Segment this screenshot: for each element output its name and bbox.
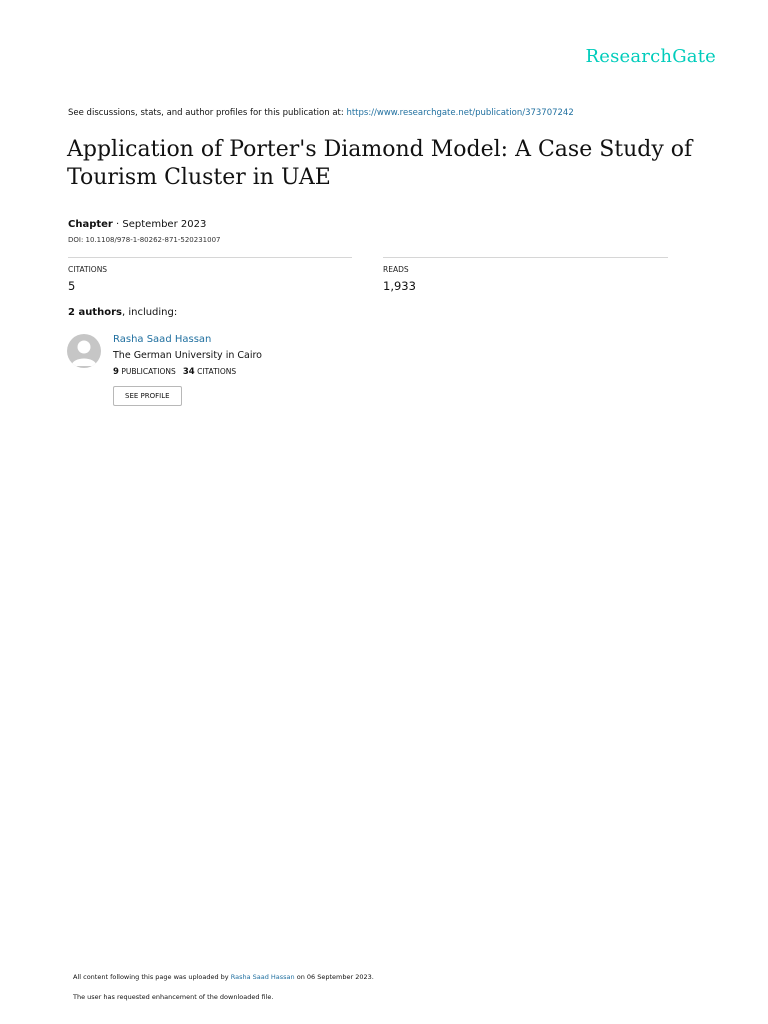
author-citations-label: CITATIONS	[197, 367, 237, 376]
author-publications-label: PUBLICATIONS	[121, 367, 176, 376]
publication-title: Application of Porter's Diamond Model: A Case Study of Tourism Cluster in UAE	[67, 137, 693, 190]
upload-prefix: All content following this page was uploaded by	[73, 973, 231, 981]
author-stats	[113, 367, 262, 377]
researchgate-logo[interactable]: ResearchGate	[585, 46, 716, 67]
publication-date: September 2023	[122, 219, 207, 230]
authors-summary	[68, 307, 177, 318]
author-card	[113, 334, 262, 406]
upload-note	[73, 973, 374, 981]
discussions-line	[68, 108, 574, 118]
upload-suffix: on 06 September 2023.	[294, 973, 374, 981]
author-citations-count: 34	[182, 367, 195, 377]
publication-doi: DOI: 10.1108/978-1-80262-871-520231007	[68, 236, 221, 244]
publication-type: Chapter	[68, 219, 113, 230]
author-institution: The German University in Cairo	[113, 350, 262, 361]
avatar[interactable]	[67, 334, 101, 368]
reads-stat	[383, 257, 668, 293]
enhancement-note: The user has requested enhancement of the downloaded file.	[73, 993, 274, 1001]
see-profile-button[interactable]: SEE PROFILE	[113, 386, 182, 406]
reads-label: READS	[383, 265, 409, 274]
publication-url-link[interactable]: https://www.researchgate.net/publication/373707242	[346, 108, 574, 118]
meta-separator: ·	[112, 219, 123, 230]
reads-value: 1,933	[383, 279, 416, 293]
user-placeholder-icon	[67, 334, 101, 368]
authors-including: , including:	[121, 307, 178, 318]
citations-stat	[68, 257, 352, 293]
author-name-link[interactable]: Rasha Saad Hassan	[113, 334, 212, 345]
publication-meta	[68, 219, 206, 230]
citations-value: 5	[68, 279, 76, 293]
author-publications-count: 9	[113, 367, 119, 377]
discussions-text: See discussions, stats, and author profiles for this publication at:	[68, 108, 347, 118]
uploader-link[interactable]: Rasha Saad Hassan	[230, 973, 295, 981]
citations-label: CITATIONS	[68, 265, 108, 274]
authors-count: 2 authors	[68, 307, 122, 318]
